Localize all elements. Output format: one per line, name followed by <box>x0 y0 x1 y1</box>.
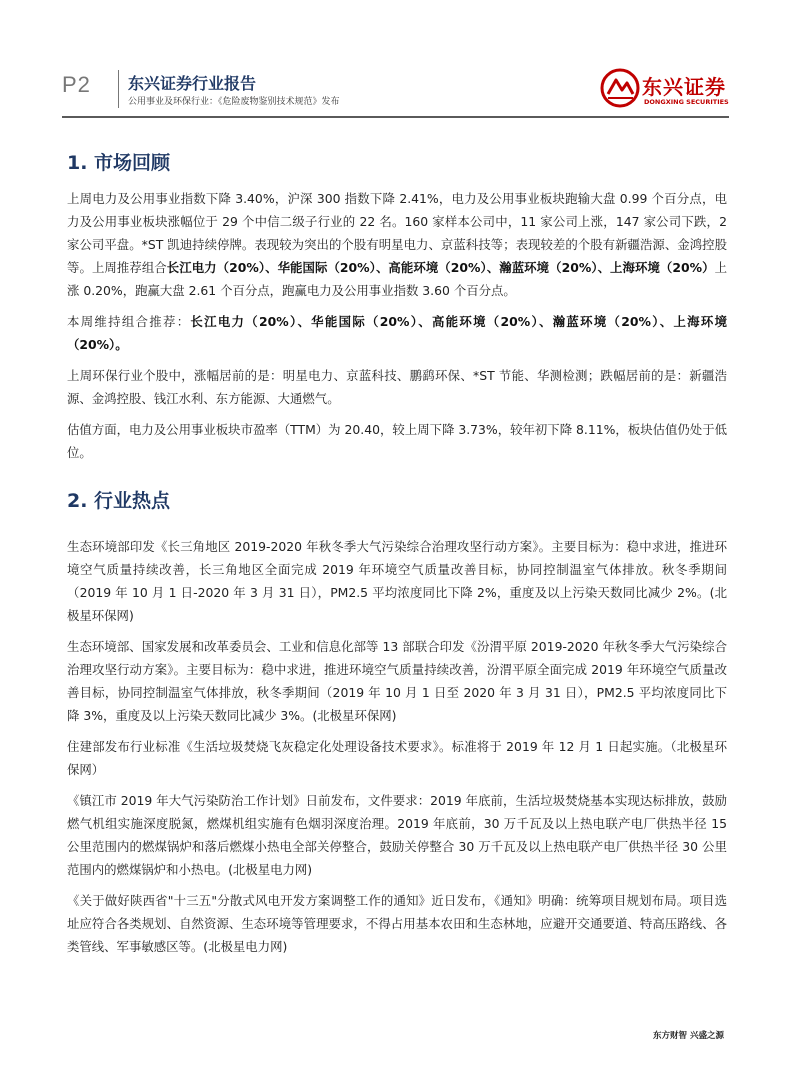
logo-mark-icon <box>600 68 640 108</box>
section-market-review <box>67 148 727 464</box>
paragraph <box>67 187 727 302</box>
page-header <box>0 0 793 118</box>
report-title: 东兴证券行业报告 <box>128 74 257 93</box>
news-item: 生态环境部、国家发展和改革委员会、工业和信息化部等 13 部联合印发《汾渭平原 2019-2020 年秋冬季大气污染综合治理攻坚行动方案》。主要目标为：稳中求进，推进环境空气质量持续改善，汾渭平原全面完成 2019 年环境空气质量改善目标，协同控制温室气体排放，秋冬季期间（2019 年 10 月 1 日至 2020 年 3 月 31 日），PM2.5 平均浓度同比下降 3%，重度及以上污染天数同比减少 3%。(北极星环保网) <box>67 639 728 723</box>
section-heading: 1. 市场回顾 <box>67 152 171 174</box>
paragraph-text: 上周电力及公用事业指数下降 3.40%，沪深 300 指数下降 2.41%，电力及公用事业板块跑输大盘 0.99 个百分点，电力及公用事业板块涨幅位于 29 个中信二级子行业的 22 名。160 家样本公司中，11 家公司上涨，147 家公司下跌，2 家公司平盘。*ST 凯迪持续停牌。表现较为突出的个股有明星电力、京蓝科技等；表现较差的个股有新疆浩源、金鸿控股等。上周推荐组合 <box>67 191 727 275</box>
report-subtitle: 公用事业及环保行业：《危险废物鉴别技术规范》发布 <box>128 97 340 107</box>
paragraph-text: 上涨 0.20%，跑赢大盘 2.61 个百分点，跑赢电力及公用事业指数 3.60 个百分点。 <box>67 260 727 298</box>
paragraph-text: 本周维持组合推荐： <box>67 314 191 329</box>
footer-slogan: 东方财智 兴盛之源 <box>653 1031 724 1041</box>
header-divider <box>118 70 119 108</box>
news-item: 《镇江市 2019 年大气污染防治工作计划》日前发布，文件要求：2019 年底前，生活垃圾焚烧基本实现达标排放，鼓励燃气机组实施深度脱氮，燃煤机组实施有色烟羽深度治理。2019 年底前，30 万千瓦及以上热电联产电厂供热半径 15 公里范围内的燃煤锅炉和落后燃煤小热电全部关停整合，鼓励关停整合 30 万千瓦及以上热电联产电厂供热半径 30 公里范围内的燃煤锅炉和小热电。(北极星电力网) <box>67 793 727 877</box>
paragraph: 上周环保行业个股中，涨幅居前的是：明星电力、京蓝科技、鹏鹞环保、*ST 节能、华测检测；跌幅居前的是：新疆浩源、金鸿控股、钱江水利、东方能源、大通燃气。 <box>67 368 727 406</box>
portfolio-highlight: 长江电力（20%）、华能国际（20%）、高能环境（20%）、瀚蓝环境（20%）、上海环境（20%）。 <box>67 314 728 352</box>
page-number: P2 <box>62 72 91 97</box>
news-item: 生态环境部印发《长三角地区 2019-2020 年秋冬季大气污染综合治理攻坚行动方案》。主要目标为：稳中求进，推进环境空气质量持续改善，长三角地区全面完成 2019 年环境空气质量改善目标，协同控制温室气体排放。秋冬季期间（2019 年 10 月 1 日-2020 年 3 月 31 日），PM2.5 平均浓度同比下降 2%，重度及以上污染天数同比减少 2%。(北极星环保网) <box>67 539 727 623</box>
logo-text: 东兴证券 <box>642 75 726 99</box>
news-item: 住建部发布行业标准《生活垃圾焚烧飞灰稳定化处理设备技术要求》。标准将于 2019 年 12 月 1 日起实施。（北极星环保网） <box>67 739 727 777</box>
header-rule <box>62 116 729 118</box>
logo-english: DONGXING SECURITIES <box>644 98 729 106</box>
news-item: 《关于做好陕西省"十三五"分散式风电开发方案调整工作的通知》近日发布，《通知》明确：统筹项目规划布局。项目选址应符合各类规划、自然资源、生态环境等管理要求，不得占用基本农田和生态林地，应避开交通要道、特高压路线、各类管线、军事敏感区等。(北极星电力网) <box>67 893 727 954</box>
brand-logo <box>600 68 732 112</box>
portfolio-highlight: 长江电力（20%）、华能国际（20%）、高能环境（20%）、瀚蓝环境（20%）、上海环境（20%） <box>166 260 715 275</box>
section-industry-hotspots <box>67 486 727 958</box>
report-body <box>67 148 727 966</box>
section-heading: 2. 行业热点 <box>67 490 171 512</box>
paragraph: 估值方面，电力及公用事业板块市盈率（TTM）为 20.40，较上周下降 3.73%，较年初下降 8.11%，板块估值仍处于低位。 <box>67 422 727 460</box>
paragraph <box>67 310 727 356</box>
